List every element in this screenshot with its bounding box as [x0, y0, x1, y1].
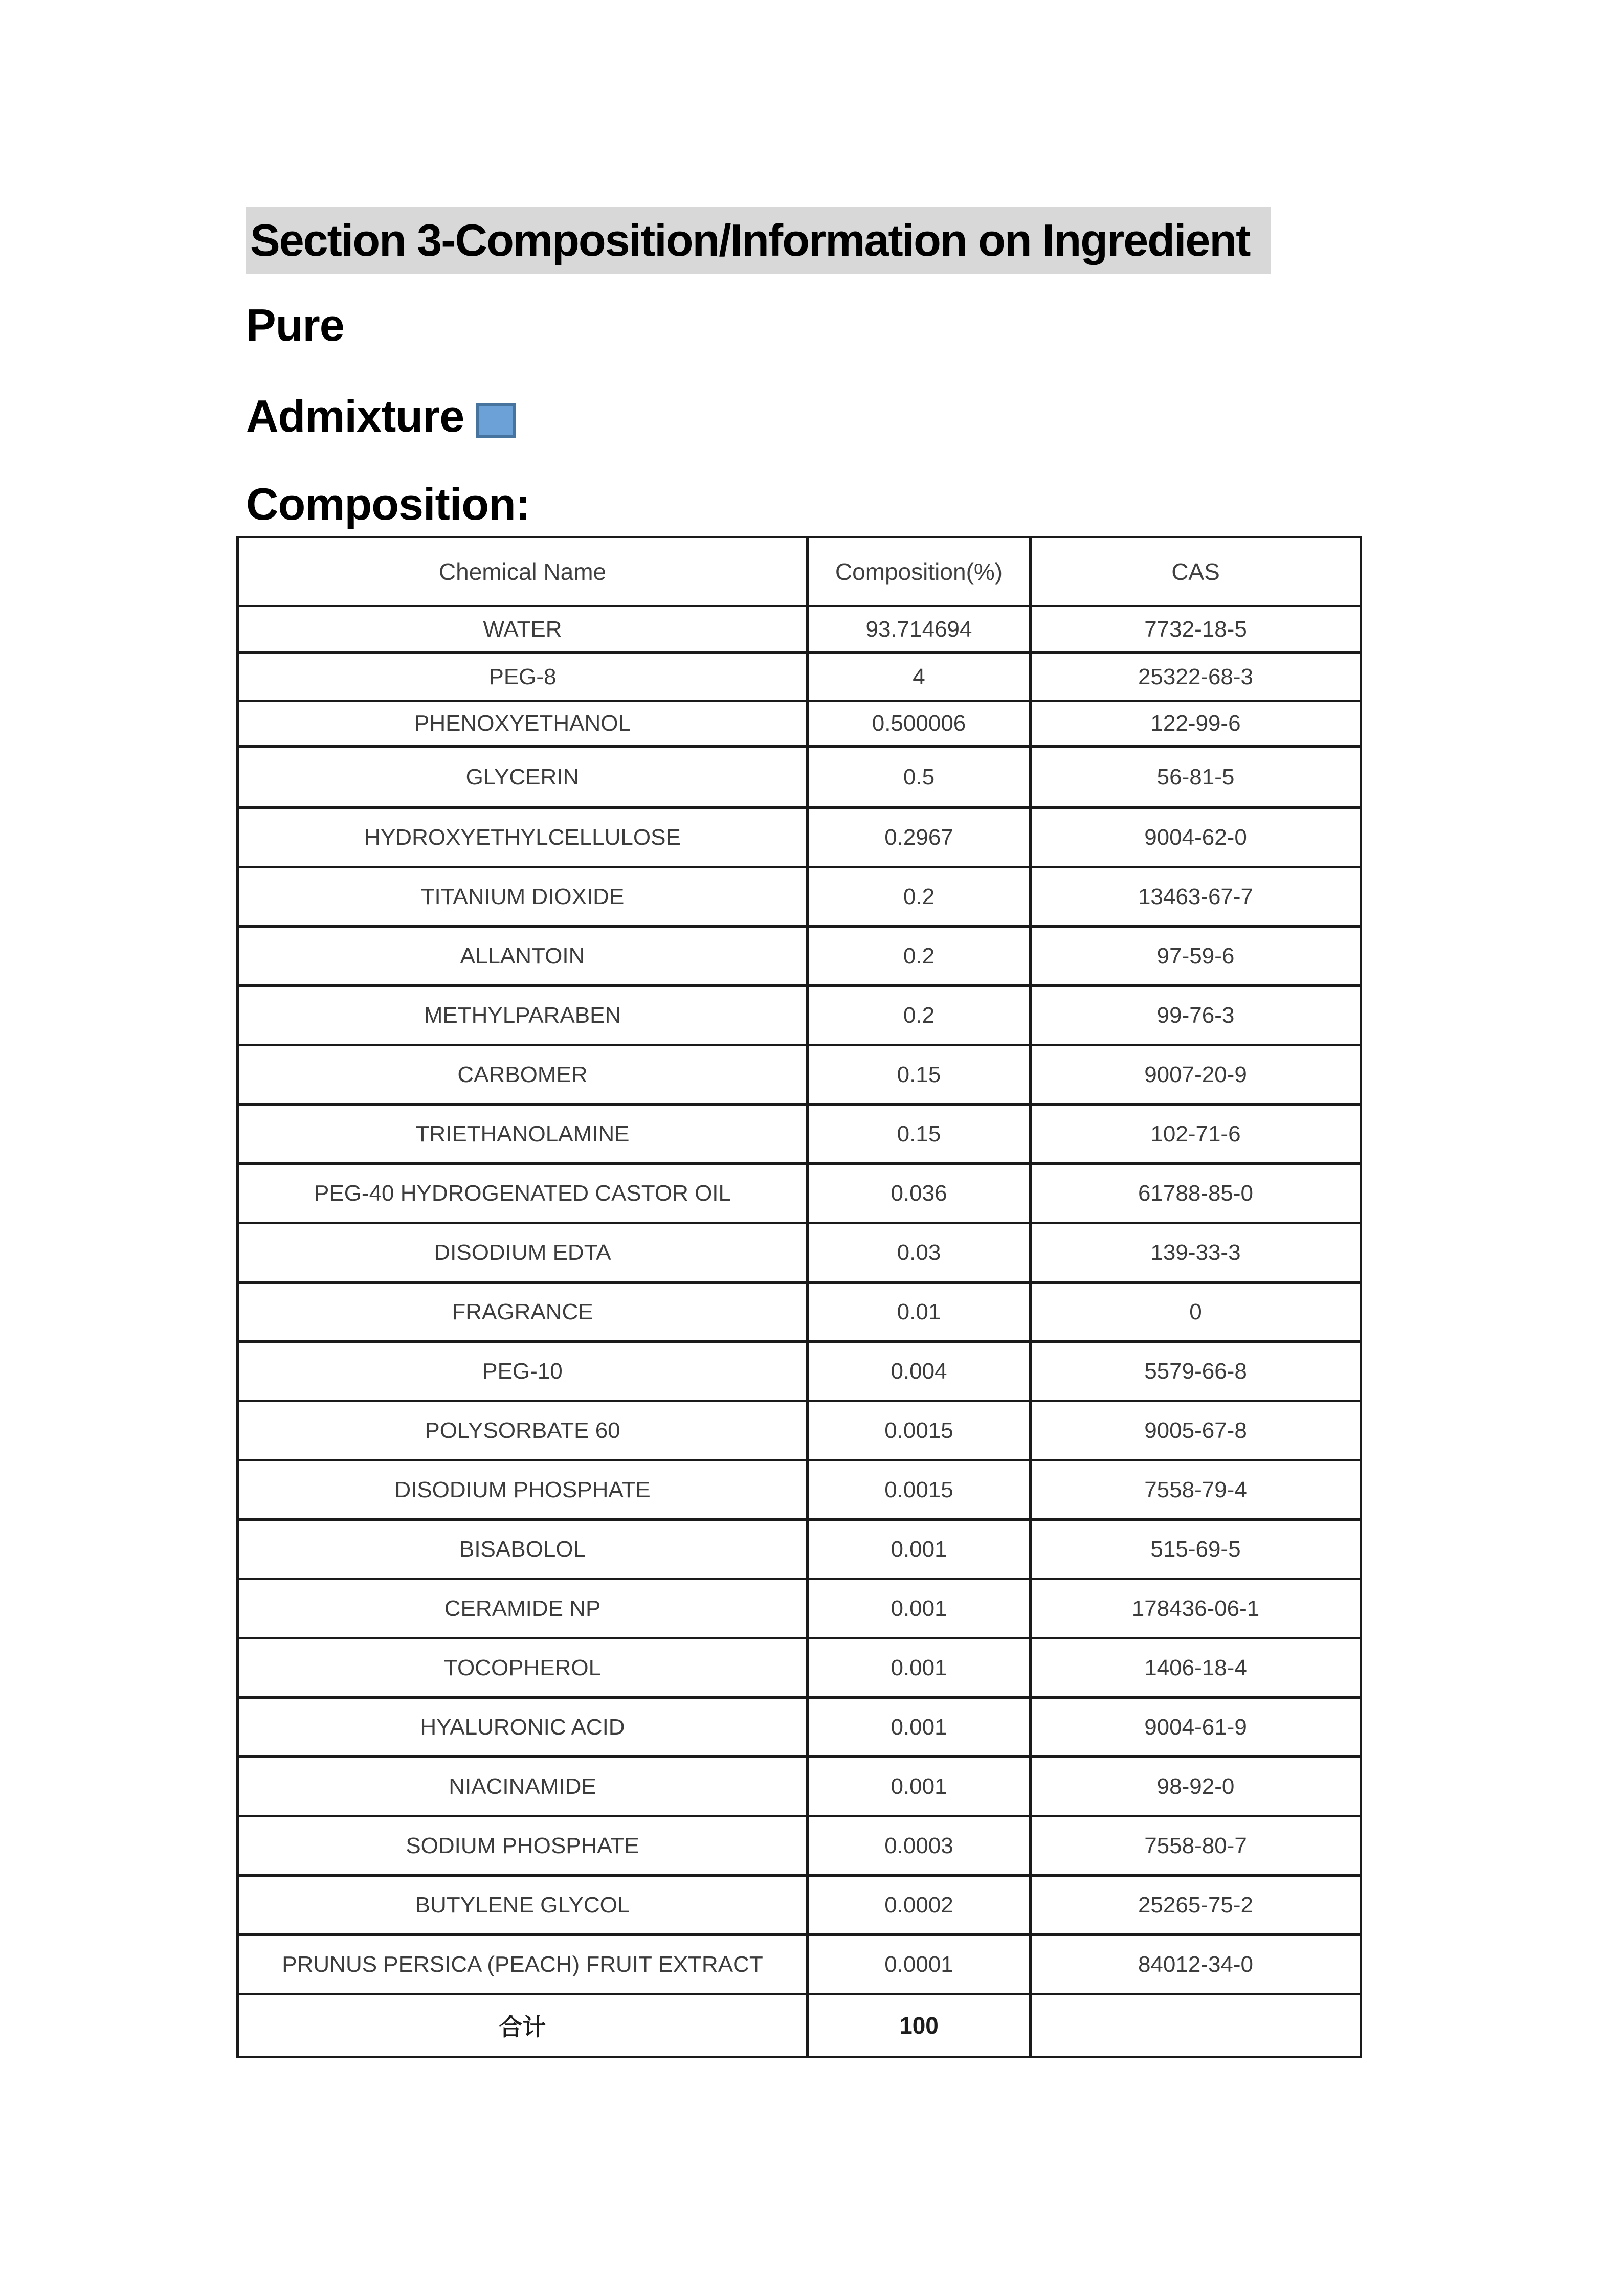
composition-pct-cell: 0.0015: [808, 1460, 1031, 1520]
cas-cell: 97-59-6: [1031, 927, 1361, 986]
cas-cell: 7732-18-5: [1031, 606, 1361, 653]
chemical-name-cell: FRAGRANCE: [238, 1282, 808, 1342]
composition-pct-cell: 0.001: [808, 1698, 1031, 1757]
section-title: Section 3-Composition/Information on Ingredient: [246, 207, 1271, 274]
total-composition-cell: 100: [808, 1994, 1031, 2057]
table-row: [238, 701, 1361, 747]
chemical-name-cell: PEG-8: [238, 653, 808, 701]
table-row: [238, 1401, 1361, 1460]
composition-pct-cell: 0.001: [808, 1638, 1031, 1698]
composition-pct-cell: 0.2: [808, 867, 1031, 927]
composition-pct-cell: 93.714694: [808, 606, 1031, 653]
chemical-name-cell: POLYSORBATE 60: [238, 1401, 808, 1460]
composition-pct-cell: 0.03: [808, 1223, 1031, 1282]
composition-label: Composition:: [246, 479, 530, 529]
composition-pct-cell: 0.2967: [808, 808, 1031, 867]
col-header-cas: CAS: [1031, 537, 1361, 606]
composition-pct-cell: 0.2: [808, 927, 1031, 986]
table-row: [238, 808, 1361, 867]
admixture-row: [246, 391, 516, 441]
table-row: [238, 1698, 1361, 1757]
table-row: [238, 1342, 1361, 1401]
table-row: [238, 1045, 1361, 1105]
table-row: [238, 653, 1361, 701]
composition-pct-cell: 0.0002: [808, 1876, 1031, 1935]
chemical-name-cell: DISODIUM PHOSPHATE: [238, 1460, 808, 1520]
cas-cell: 515-69-5: [1031, 1520, 1361, 1579]
table-header-row: [238, 537, 1361, 606]
composition-pct-cell: 4: [808, 653, 1031, 701]
cas-cell: 98-92-0: [1031, 1757, 1361, 1816]
cas-cell: 25322-68-3: [1031, 653, 1361, 701]
cas-cell: 9005-67-8: [1031, 1401, 1361, 1460]
chemical-name-cell: BISABOLOL: [238, 1520, 808, 1579]
chemical-name-cell: TOCOPHEROL: [238, 1638, 808, 1698]
cas-cell: 122-99-6: [1031, 701, 1361, 747]
composition-pct-cell: 0.500006: [808, 701, 1031, 747]
composition-pct-cell: 0.0001: [808, 1935, 1031, 1994]
chemical-name-cell: HYALURONIC ACID: [238, 1698, 808, 1757]
table-row: [238, 606, 1361, 653]
pure-label: Pure: [246, 300, 344, 350]
cas-cell: 102-71-6: [1031, 1105, 1361, 1164]
chemical-name-cell: HYDROXYETHYLCELLULOSE: [238, 808, 808, 867]
cas-cell: 13463-67-7: [1031, 867, 1361, 927]
table-row: [238, 1282, 1361, 1342]
cas-cell: 7558-79-4: [1031, 1460, 1361, 1520]
table-total-row: [238, 1994, 1361, 2057]
cas-cell: 25265-75-2: [1031, 1876, 1361, 1935]
chemical-name-cell: BUTYLENE GLYCOL: [238, 1876, 808, 1935]
composition-pct-cell: 0.01: [808, 1282, 1031, 1342]
chemical-name-cell: PEG-10: [238, 1342, 808, 1401]
table-row: [238, 1816, 1361, 1876]
cas-cell: 61788-85-0: [1031, 1164, 1361, 1223]
table-row: [238, 1520, 1361, 1579]
table-row: [238, 747, 1361, 808]
admixture-checkbox[interactable]: [476, 403, 516, 438]
composition-pct-cell: 0.001: [808, 1579, 1031, 1638]
cas-cell: 5579-66-8: [1031, 1342, 1361, 1401]
chemical-name-cell: PHENOXYETHANOL: [238, 701, 808, 747]
chemical-name-cell: PRUNUS PERSICA (PEACH) FRUIT EXTRACT: [238, 1935, 808, 1994]
table-row: [238, 1105, 1361, 1164]
table-row: [238, 1460, 1361, 1520]
table-row: [238, 1757, 1361, 1816]
chemical-name-cell: DISODIUM EDTA: [238, 1223, 808, 1282]
chemical-name-cell: TITANIUM DIOXIDE: [238, 867, 808, 927]
table-row: [238, 1876, 1361, 1935]
composition-pct-cell: 0.0015: [808, 1401, 1031, 1460]
cas-cell: 56-81-5: [1031, 747, 1361, 808]
cas-cell: 9004-61-9: [1031, 1698, 1361, 1757]
cas-cell: 9007-20-9: [1031, 1045, 1361, 1105]
chemical-name-cell: WATER: [238, 606, 808, 653]
composition-pct-cell: 0.2: [808, 986, 1031, 1045]
cas-cell: 99-76-3: [1031, 986, 1361, 1045]
chemical-name-cell: CERAMIDE NP: [238, 1579, 808, 1638]
chemical-name-cell: NIACINAMIDE: [238, 1757, 808, 1816]
chemical-name-cell: METHYLPARABEN: [238, 986, 808, 1045]
cas-cell: 84012-34-0: [1031, 1935, 1361, 1994]
cas-cell: 0: [1031, 1282, 1361, 1342]
table-row: [238, 1638, 1361, 1698]
table-row: [238, 1579, 1361, 1638]
chemical-name-cell: GLYCERIN: [238, 747, 808, 808]
chemical-name-cell: TRIETHANOLAMINE: [238, 1105, 808, 1164]
cas-cell: 1406-18-4: [1031, 1638, 1361, 1698]
composition-pct-cell: 0.15: [808, 1045, 1031, 1105]
composition-table: [236, 536, 1362, 2058]
composition-pct-cell: 0.0003: [808, 1816, 1031, 1876]
table-row: [238, 1223, 1361, 1282]
col-header-chemical-name: Chemical Name: [238, 537, 808, 606]
composition-pct-cell: 0.004: [808, 1342, 1031, 1401]
composition-pct-cell: 0.036: [808, 1164, 1031, 1223]
total-cas-cell: [1031, 1994, 1361, 2057]
composition-pct-cell: 0.15: [808, 1105, 1031, 1164]
chemical-name-cell: ALLANTOIN: [238, 927, 808, 986]
table-row: [238, 927, 1361, 986]
composition-pct-cell: 0.5: [808, 747, 1031, 808]
composition-pct-cell: 0.001: [808, 1757, 1031, 1816]
cas-cell: 7558-80-7: [1031, 1816, 1361, 1876]
table-body: [238, 606, 1361, 2057]
table-row: [238, 867, 1361, 927]
col-header-composition-pct: Composition(%): [808, 537, 1031, 606]
total-label-cell: 合计: [238, 1994, 808, 2057]
admixture-label: Admixture: [246, 391, 464, 441]
chemical-name-cell: CARBOMER: [238, 1045, 808, 1105]
table-row: [238, 1935, 1361, 1994]
chemical-name-cell: SODIUM PHOSPHATE: [238, 1816, 808, 1876]
cas-cell: 9004-62-0: [1031, 808, 1361, 867]
composition-pct-cell: 0.001: [808, 1520, 1031, 1579]
cas-cell: 178436-06-1: [1031, 1579, 1361, 1638]
cas-cell: 139-33-3: [1031, 1223, 1361, 1282]
table-row: [238, 986, 1361, 1045]
chemical-name-cell: PEG-40 HYDROGENATED CASTOR OIL: [238, 1164, 808, 1223]
table-row: [238, 1164, 1361, 1223]
